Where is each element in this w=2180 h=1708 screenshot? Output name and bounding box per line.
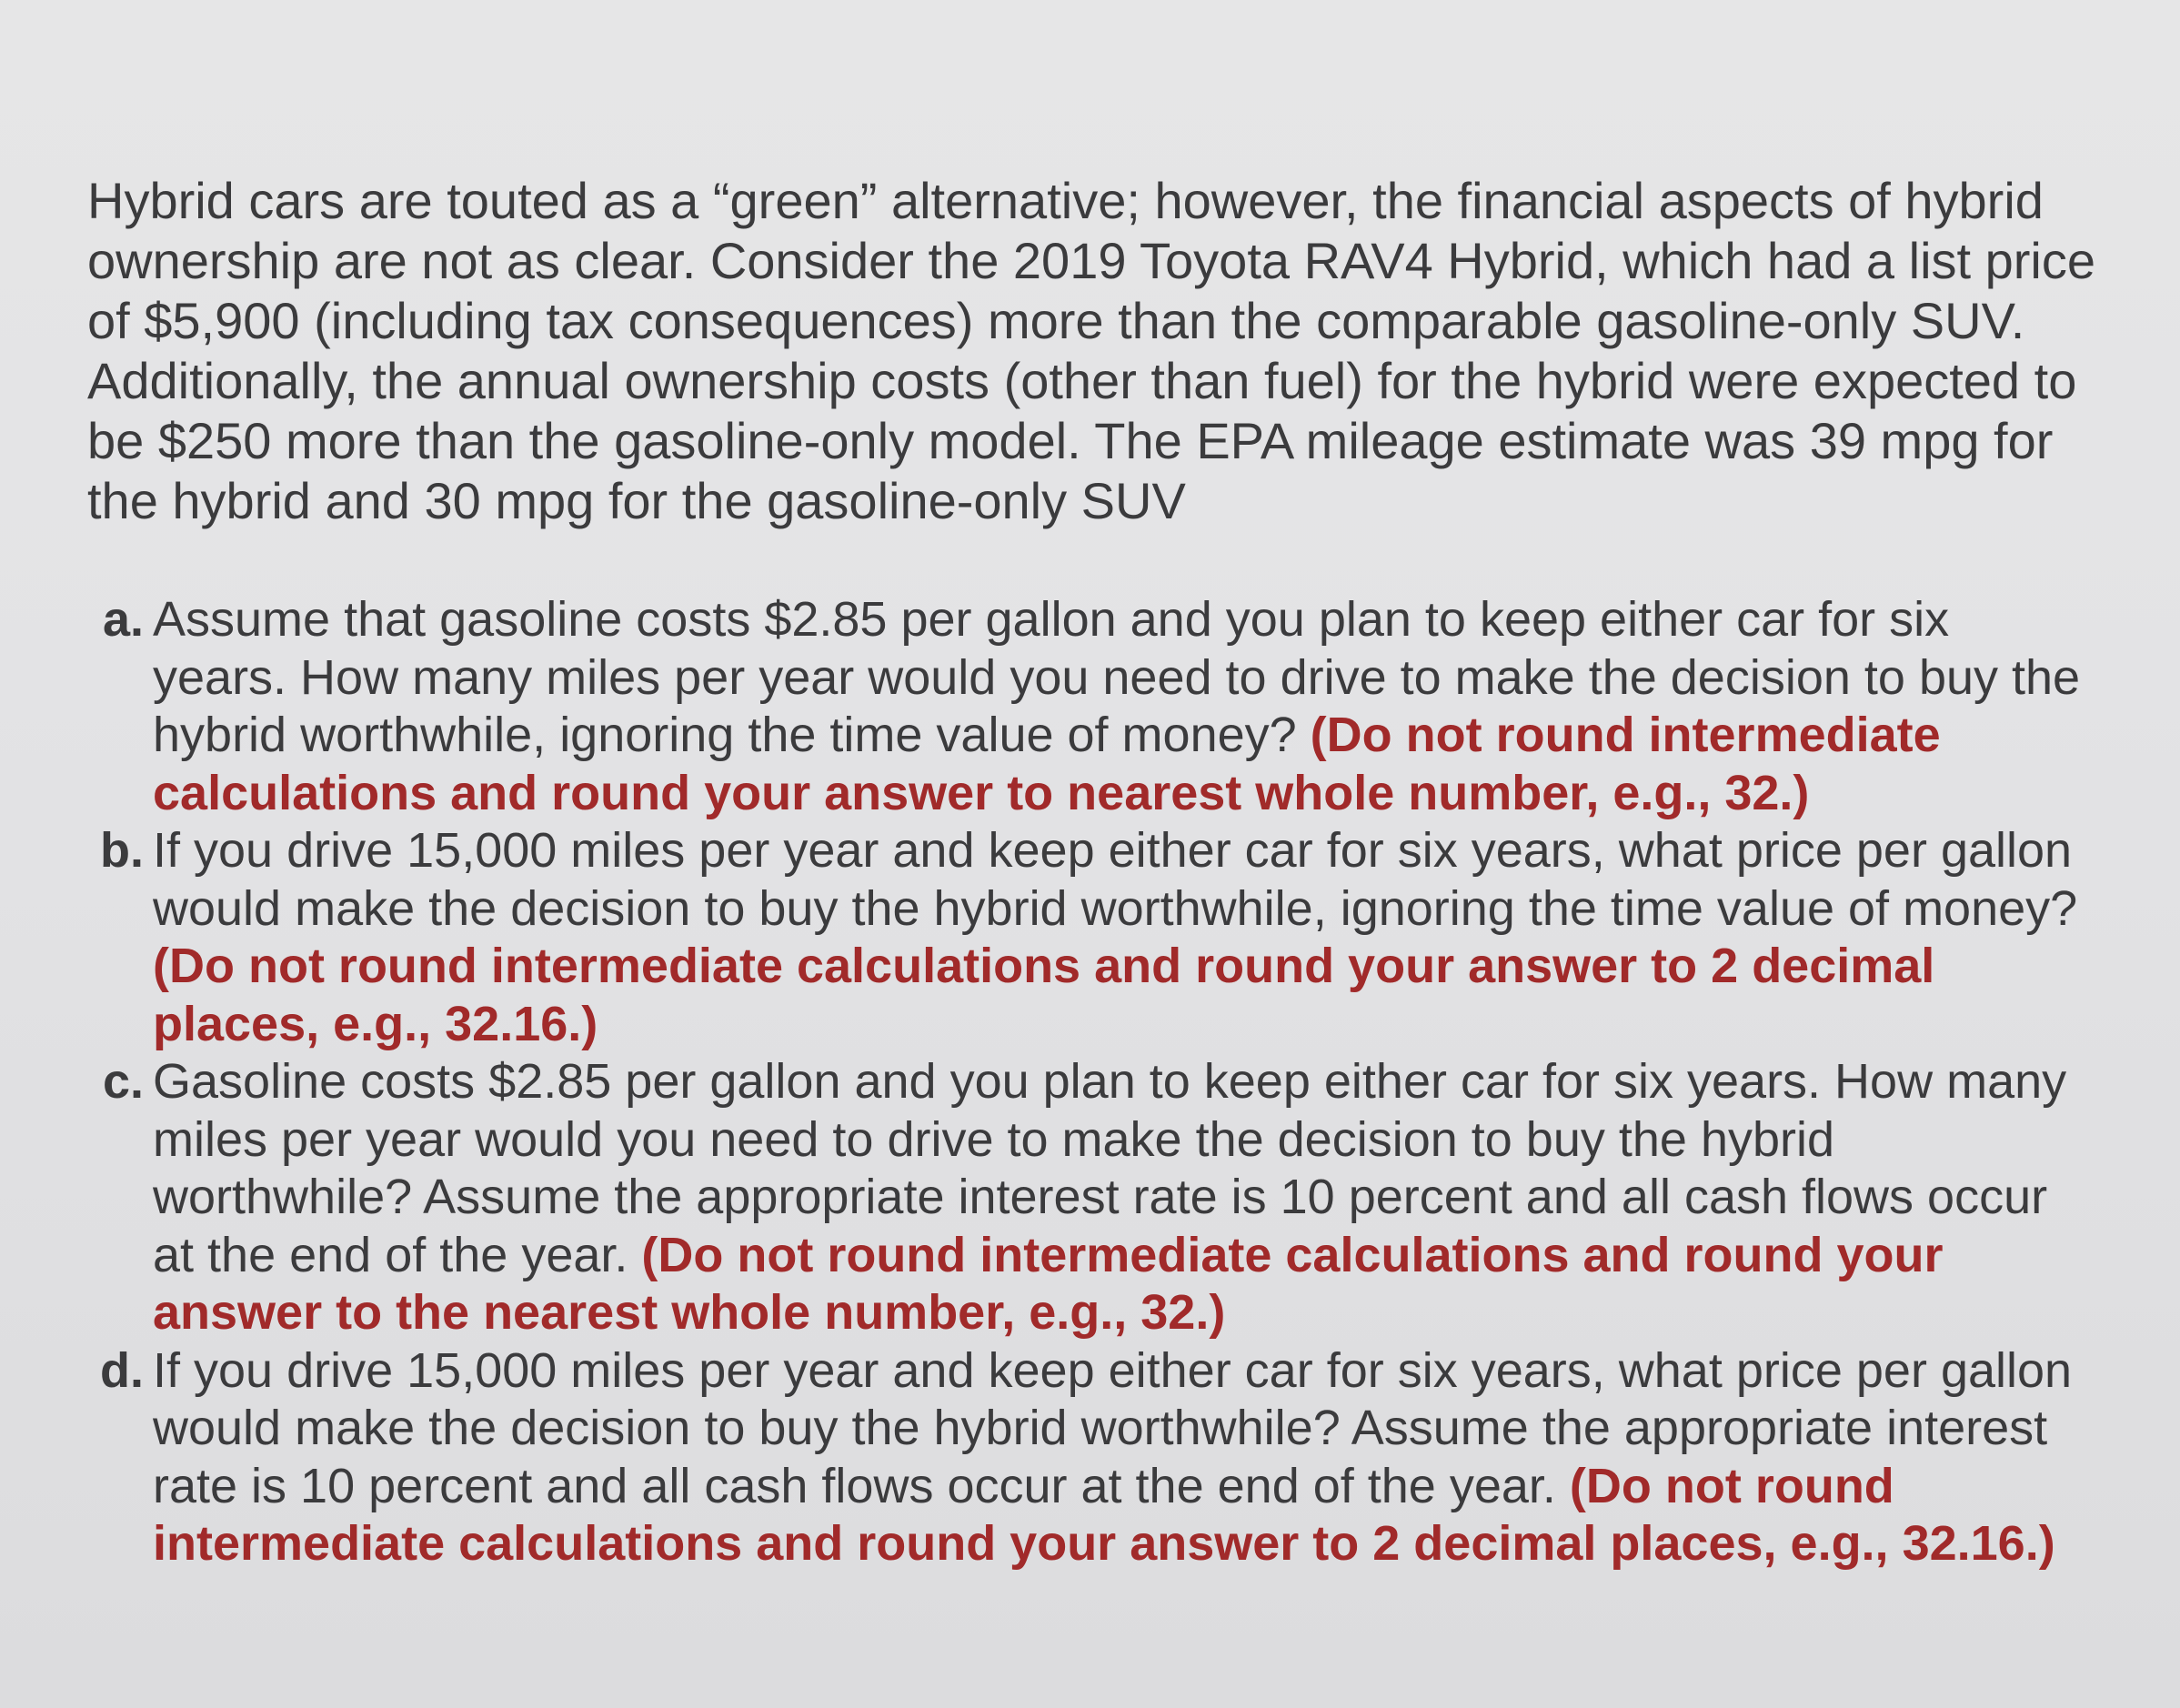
question-d [87,1342,2088,1573]
question-b [87,822,2088,1053]
question-letter: a. [102,592,144,647]
question-text: Assume that gasoline costs $2.85 per gallon and you plan to keep either car for six years. How many miles per year would you need to drive to make the decision to buy the hybrid worthwhile, ignoring the time value of money? [153,592,2081,762]
question-body [151,1342,2088,1573]
rounding-instruction: (Do not round intermediate calculations and round your answer to 2 decimal places, e.g., 32.16.) [153,1458,2055,1571]
question-c [87,1053,2088,1342]
rounding-instruction: (Do not round intermediate calculations and round your answer to 2 decimal places, e.g., 32.16.) [153,939,1935,1051]
question-letter: c. [102,1054,144,1109]
rounding-instruction: (Do not round intermediate calculations and round your answer to nearest whole number, e.g., 32.) [153,708,1941,820]
question-text: If you drive 15,000 miles per year and keep either car for six years, what price per gallon would make the decision to buy the hybrid worthwhile? Assume the appropriate interest rate is 10 percent and all cash flows occur at the end of the year. [153,1342,2073,1513]
question-list [87,591,2088,1573]
question-text: Gasoline costs $2.85 per gallon and you plan to keep either car for six years. How many miles per year would you need to drive to make the decision to buy the hybrid worthwhile? Assume the appropriate interest rate is 10 percent and all cash flows occur at the end of the year. [153,1054,2067,1282]
rounding-instruction: (Do not round intermediate calculations and round your answer to the nearest whole number, e.g., 32.) [153,1227,1944,1340]
question-letter: d. [100,1342,144,1398]
question-body [151,1053,2088,1342]
problem-intro: Hybrid cars are touted as a “green” alternative; however, the financial aspects of hybrid ownership are not as clear. Consider the 2019 Toyota RAV4 Hybrid, which had a list price of $5,900 (including tax consequences) more than the comparable gasoline-only SUV. Additionally, the annual ownership costs (other than fuel) for the hybrid were expected to be $250 more than the gasoline-only model. The EPA mileage estimate was 39 mpg for the hybrid and 30 mpg for the gasoline-only SUV [87,172,2096,529]
question-letter: b. [100,823,144,878]
question-a [87,591,2088,822]
question-body [151,591,2088,822]
question-body [151,822,2088,1053]
question-text: If you drive 15,000 miles per year and keep either car for six years, what price per gallon would make the decision to buy the hybrid worthwhile, ignoring the time value of money? [153,823,2078,936]
